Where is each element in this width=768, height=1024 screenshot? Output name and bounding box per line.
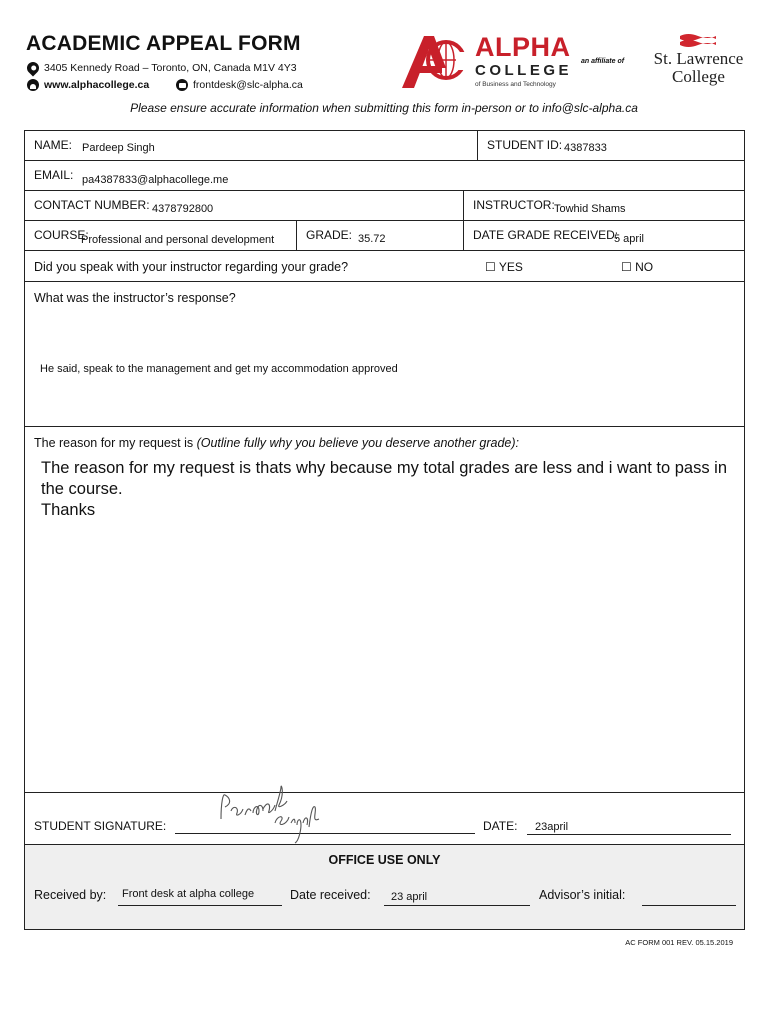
row-course-grade [25, 221, 744, 251]
row-spoke-instructor [25, 251, 744, 282]
slc-flag-icon [678, 32, 718, 48]
yes-checkbox[interactable]: ☐ YES [485, 260, 523, 274]
alpha-college-emblem-icon [400, 32, 472, 90]
address-text: 3405 Kennedy Road – Toronto, ON, Canada M1V 4Y3 [44, 62, 297, 74]
date-grade-received-field[interactable]: 5 april [614, 233, 644, 245]
email-label: EMAIL: [34, 168, 74, 182]
slc-name-line2: College [672, 67, 725, 86]
date-label: DATE: [483, 819, 518, 833]
email-line [176, 79, 303, 91]
office-use-section [25, 845, 744, 929]
course-cell [25, 221, 296, 250]
grade-field[interactable]: 35.72 [358, 233, 386, 245]
alpha-tagline: of Business and Technology [475, 81, 556, 88]
form-revision-code: AC FORM 001 REV. 05.15.2019 [625, 938, 733, 947]
alpha-wordmark: ALPHA [475, 32, 571, 62]
form-title: ACADEMIC APPEAL FORM [26, 32, 301, 55]
submission-notice: Please ensure accurate information when submitting this form in-person or to info@slc-alpha.ca [130, 101, 638, 115]
row-reason [25, 427, 744, 793]
no-checkbox[interactable]: ☐ NO [621, 260, 654, 274]
name-field[interactable]: Pardeep Singh [82, 142, 155, 154]
received-by-field[interactable]: Front desk at alpha college [122, 888, 255, 900]
handwritten-signature [215, 781, 325, 847]
name-cell [25, 131, 477, 160]
row-instructor-response [25, 282, 744, 427]
date-grade-cell [463, 221, 744, 250]
instructor-response-question: What was the instructor’s response? [34, 291, 236, 305]
website-link[interactable]: www.alphacollege.ca [44, 79, 150, 91]
received-by-label: Received by: [34, 888, 107, 902]
slc-name-line1: St. Lawrence [653, 49, 744, 68]
alpha-college-logo [400, 32, 573, 90]
reason-answer[interactable]: The reason for my request is thats why because my total grades are less and i want to pass in the course. Thanks [41, 459, 728, 519]
grade-label: GRADE: [306, 228, 353, 242]
college-wordmark: COLLEGE [475, 62, 573, 79]
course-label: COURSE: [34, 228, 89, 242]
row-signature [25, 793, 744, 845]
contact-number-field[interactable]: 4378792800 [152, 203, 214, 215]
row-email [25, 161, 744, 191]
grade-cell [296, 221, 463, 250]
signature-date-field[interactable]: 23april [535, 821, 569, 833]
advisor-initial-label: Advisor’s initial: [539, 888, 626, 902]
instructor-response-answer[interactable]: He said, speak to the management and get my accommodation approved [40, 363, 398, 375]
date-received-label: Date received: [290, 888, 371, 902]
spoke-instructor-question: Did you speak with your instructor regarding your grade? [34, 260, 349, 274]
home-icon [27, 79, 39, 91]
row-contact-instructor [25, 191, 744, 221]
student-id-label: STUDENT ID: [487, 138, 563, 152]
email-field[interactable]: pa4387833@alphacollege.me [82, 174, 229, 186]
instructor-label: INSTRUCTOR: [473, 198, 555, 212]
appeal-form-table [24, 130, 745, 930]
address-line [27, 62, 297, 74]
mail-icon [176, 79, 188, 91]
date-received-field[interactable]: 23 april [391, 891, 428, 903]
office-use-title: OFFICE USE ONLY [328, 853, 441, 867]
reason-question [34, 436, 519, 450]
student-signature-label: STUDENT SIGNATURE: [34, 819, 167, 833]
location-pin-icon [25, 60, 42, 77]
contact-number-label: CONTACT NUMBER: [34, 198, 150, 212]
st-lawrence-college-logo [646, 32, 751, 92]
instructor-field[interactable]: Towhid Shams [554, 203, 626, 215]
contact-cell [25, 191, 463, 220]
name-label: NAME: [34, 138, 73, 152]
advisor-initial-line[interactable] [642, 889, 736, 906]
affiliate-text: an affiliate of [581, 58, 625, 65]
date-grade-received-label: DATE GRADE RECEIVED: [473, 228, 619, 242]
course-field[interactable]: Professional and personal development [81, 234, 275, 246]
instructor-cell [463, 191, 744, 220]
website-line [27, 79, 149, 91]
row-name-id [25, 131, 744, 161]
reason-prefix: The reason for my request is [34, 436, 197, 450]
reason-hint: (Outline fully why you believe you deserve another grade): [196, 436, 519, 450]
frontdesk-email-link[interactable]: frontdesk@slc-alpha.ca [193, 79, 303, 91]
student-id-cell [477, 131, 744, 160]
student-id-field[interactable]: 4387833 [564, 142, 607, 154]
